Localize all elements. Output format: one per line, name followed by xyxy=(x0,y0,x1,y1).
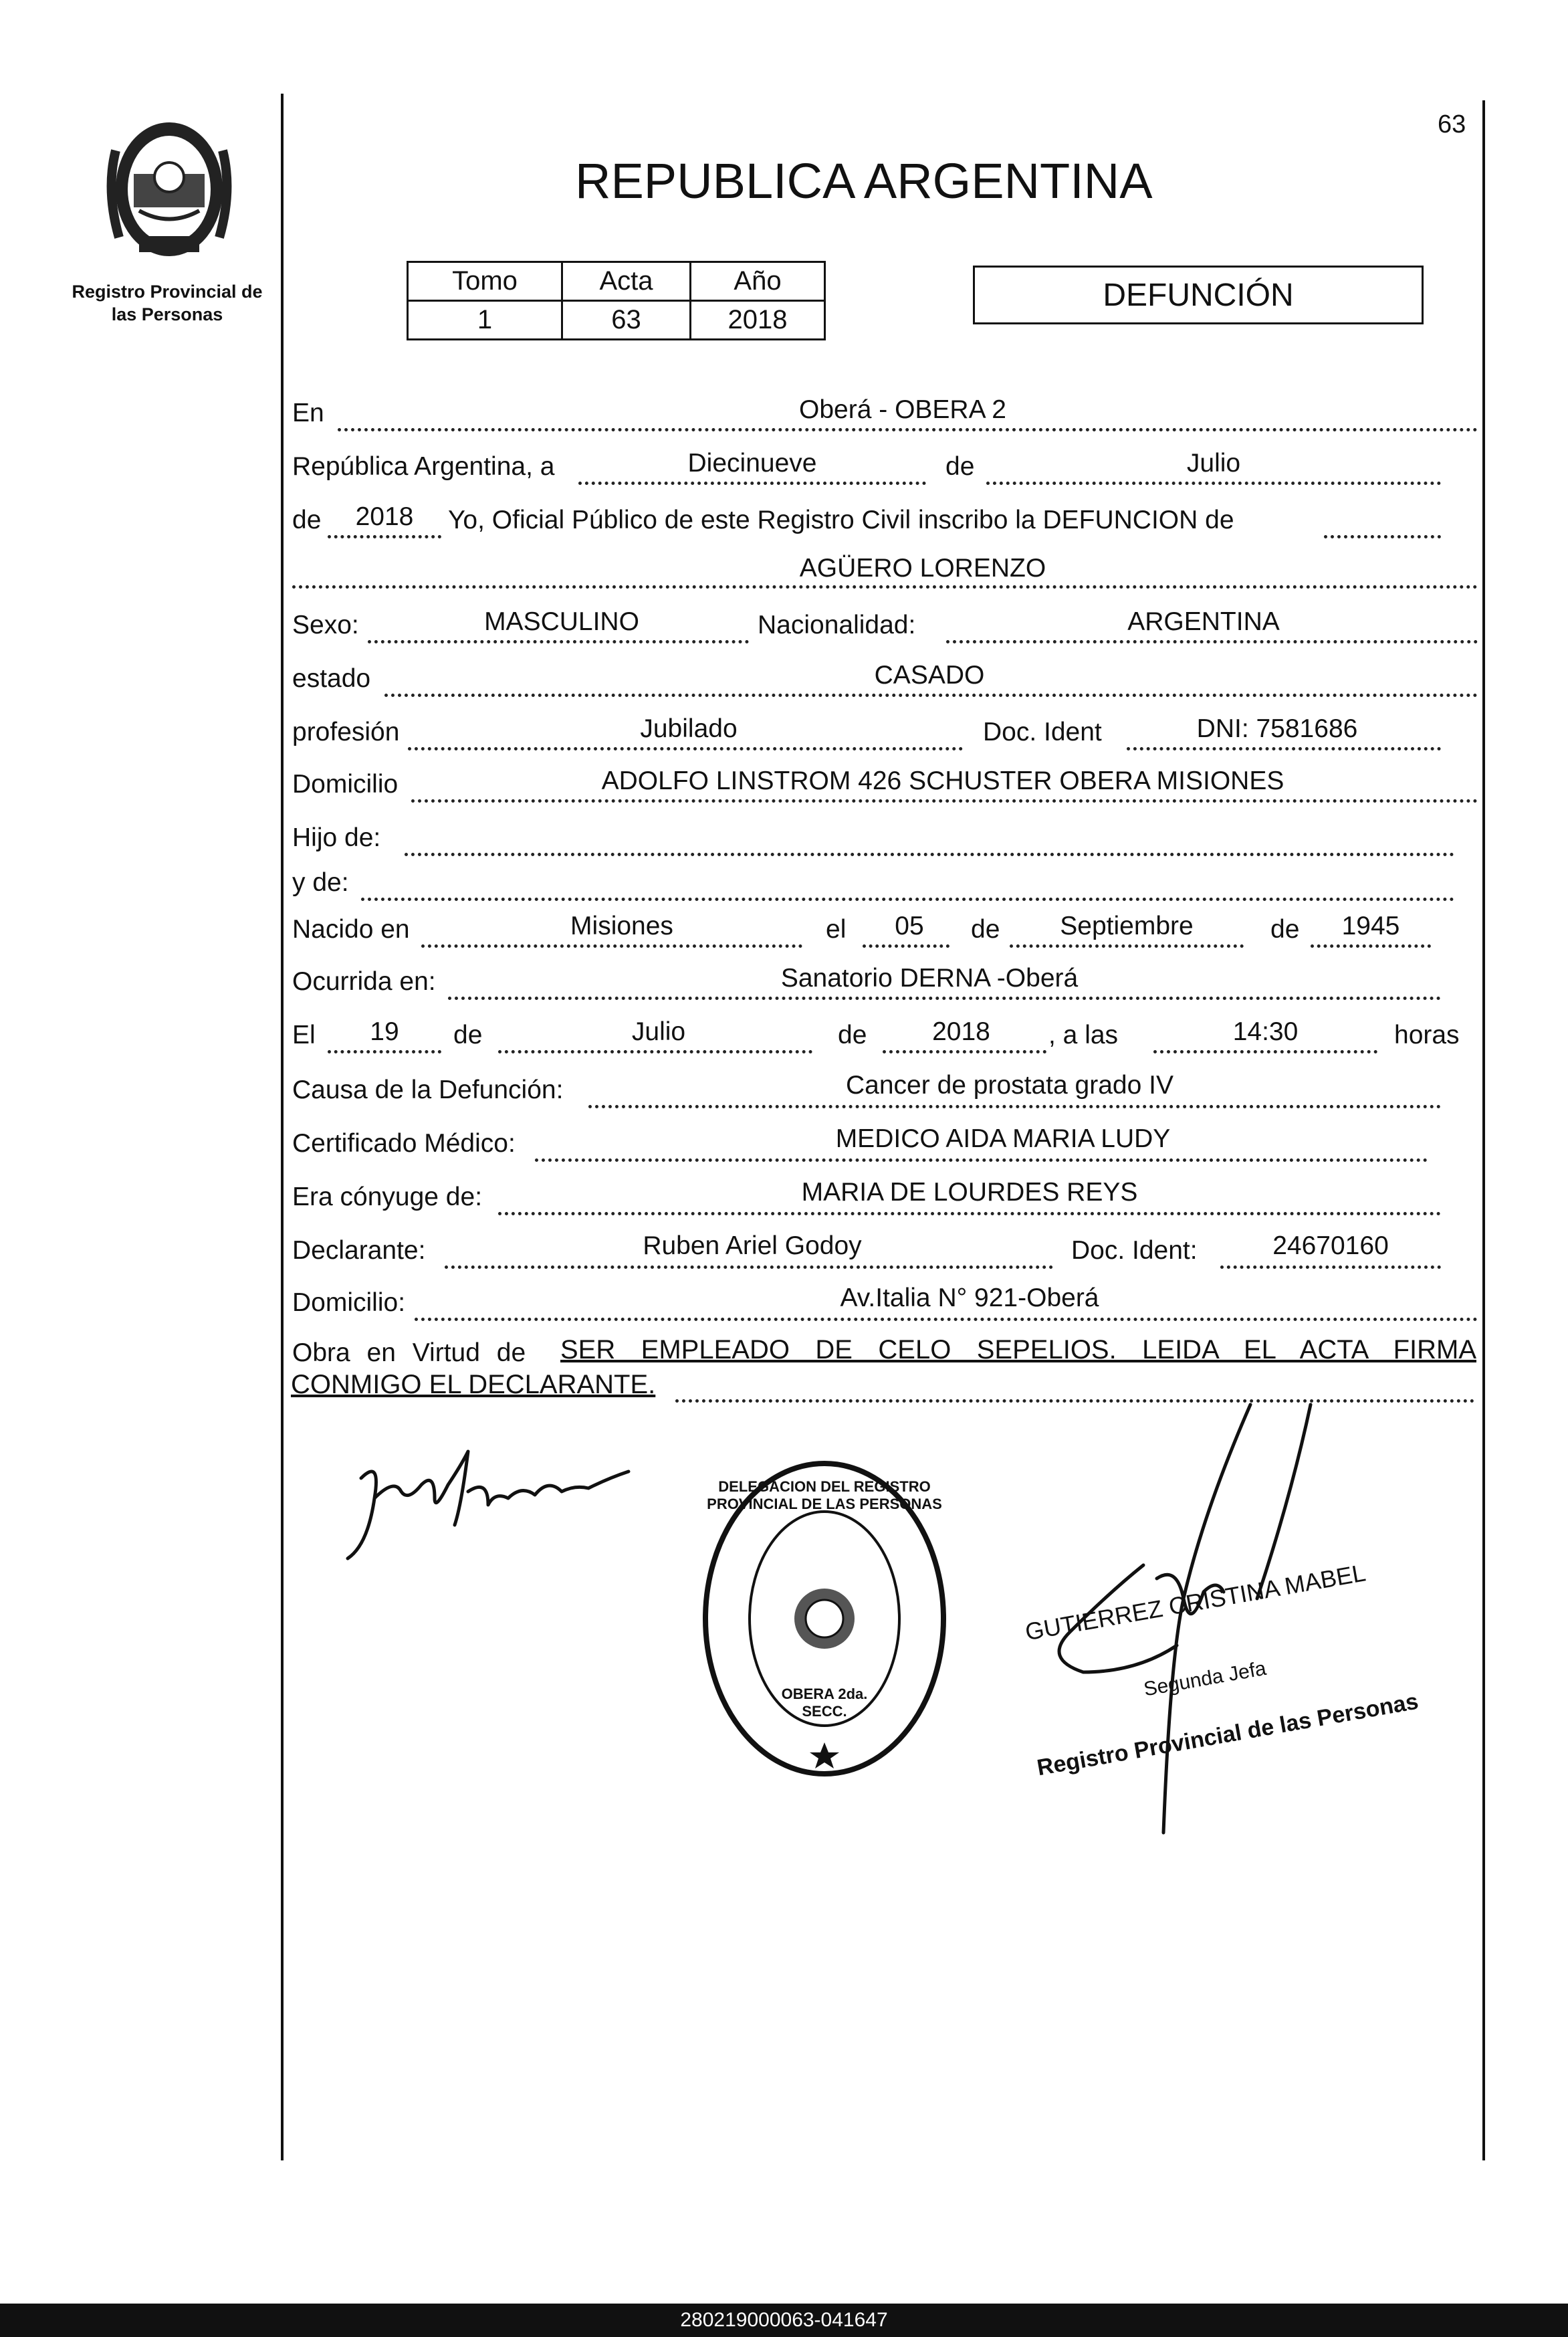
document-code-bar xyxy=(0,2304,1568,2337)
death-month-value: Julio xyxy=(631,1017,686,1046)
label-yo-oficial: Yo, Oficial Público de este Registro Civil inscribo la DEFUNCION de xyxy=(448,506,1234,534)
document-type: DEFUNCIÓN xyxy=(973,266,1424,324)
dots-birth-place xyxy=(421,944,802,948)
dots-nationality xyxy=(946,640,1478,643)
dots-name xyxy=(292,585,1478,589)
label-el-cap: El xyxy=(292,1021,316,1049)
sex-value: MASCULINO xyxy=(484,607,639,636)
birth-month-value: Septiembre xyxy=(1060,912,1194,940)
month-value: Julio xyxy=(1186,449,1241,478)
declarant-address-value: Av.Italia N° 921-Oberá xyxy=(840,1284,1099,1312)
dots-certificate xyxy=(535,1158,1428,1162)
civil-status-value: CASADO xyxy=(874,661,985,690)
ano-value: 2018 xyxy=(691,301,825,340)
label-doc-ident: Doc. Ident xyxy=(983,718,1102,746)
page-number: 63 xyxy=(1438,110,1466,138)
label-domicilio: Domicilio xyxy=(292,770,399,799)
declarant-signature xyxy=(334,1438,669,1572)
label-en: En xyxy=(292,399,324,427)
dots-address xyxy=(411,799,1478,803)
label-obra-en-virtud: Obra en Virtud de xyxy=(292,1338,526,1367)
death-time-value: 14:30 xyxy=(1232,1017,1299,1046)
birth-place-value: Misiones xyxy=(570,912,673,940)
seal-ring-text: DELEGACION DEL REGISTRO PROVINCIAL DE LAS PERSONAS xyxy=(707,1478,942,1513)
ano-header: Año xyxy=(691,262,825,301)
dots-declarant-doc xyxy=(1220,1265,1441,1269)
province-emblem xyxy=(92,110,246,264)
tomo-header: Tomo xyxy=(408,262,562,301)
label-certificado: Certificado Médico: xyxy=(292,1129,516,1158)
label-causa: Causa de la Defunción: xyxy=(292,1076,564,1104)
seal-inner-text: OBERA 2da. SECC. xyxy=(781,1686,868,1720)
official-institution: Registro Provincial de las Personas xyxy=(1035,1688,1421,1781)
dots-place xyxy=(338,428,1478,431)
label-estado: estado xyxy=(292,664,371,693)
label-de-month: de xyxy=(945,452,975,481)
dots-year xyxy=(328,535,441,538)
label-domicilio-declarant: Domicilio: xyxy=(292,1288,406,1317)
label-profesion: profesión xyxy=(292,718,400,746)
dots-cause xyxy=(588,1105,1441,1108)
label-y-de: y de: xyxy=(292,868,349,897)
label-sexo: Sexo: xyxy=(292,611,359,639)
medical-certificate-value: MEDICO AIDA MARIA LUDY xyxy=(835,1124,1171,1153)
label-conyuge: Era cónyuge de: xyxy=(292,1183,483,1211)
dots-father xyxy=(405,853,1454,856)
declarant-doc-value: 24670160 xyxy=(1272,1231,1389,1260)
official-seal xyxy=(701,1458,948,1779)
cause-value: Cancer de prostata grado IV xyxy=(846,1071,1173,1100)
dots-after-de xyxy=(1324,535,1441,538)
dots-day xyxy=(578,482,926,485)
day-text-value: Diecinueve xyxy=(687,449,817,478)
dots-death-time xyxy=(1153,1050,1377,1053)
label-de-death-year: de xyxy=(838,1021,867,1049)
dots-declarant-address xyxy=(415,1318,1478,1321)
dots-death-year xyxy=(883,1050,1046,1053)
address-value: ADOLFO LINSTROM 426 SCHUSTER OBERA MISIONES xyxy=(601,767,1284,795)
label-declarante: Declarante: xyxy=(292,1236,426,1265)
label-nacido-en: Nacido en xyxy=(292,915,410,944)
obra-line-2-value: CONMIGO EL DECLARANTE. xyxy=(291,1370,656,1399)
label-el: el xyxy=(826,915,847,944)
right-margin-line xyxy=(1482,100,1485,2160)
issuer-label: Registro Provincial de las Personas xyxy=(72,282,263,324)
dots-birth-day xyxy=(863,944,949,948)
deceased-name-value: AGÜERO LORENZO xyxy=(799,554,1046,583)
dots-death-place xyxy=(448,997,1441,1000)
document-code: 280219000063-041647 xyxy=(680,2309,888,2331)
label-horas: horas xyxy=(1394,1021,1460,1049)
dots-birth-month xyxy=(1010,944,1244,948)
official-name: GUTIERREZ CRISTINA MABEL xyxy=(1023,1558,1368,1646)
official-position: Segunda Jefa xyxy=(1142,1657,1268,1701)
doc-id-value: DNI: 7581686 xyxy=(1196,714,1358,743)
label-de-year: de xyxy=(292,506,322,534)
label-de-birth-year: de xyxy=(1270,915,1300,944)
tomo-value: 1 xyxy=(408,301,562,340)
nationality-value: ARGENTINA xyxy=(1127,607,1280,636)
acta-value: 63 xyxy=(562,301,691,340)
obra-line-1-value: SER EMPLEADO DE CELO SEPELIOS. LEIDA EL ACTA FIRMA xyxy=(560,1335,1476,1364)
declarant-value: Ruben Ariel Godoy xyxy=(643,1231,862,1260)
dots-sex xyxy=(368,640,749,643)
dots-estado xyxy=(384,694,1478,697)
label-de-birth-month: de xyxy=(971,915,1000,944)
profession-value: Jubilado xyxy=(640,714,738,743)
record-table xyxy=(407,261,826,340)
dots-profession xyxy=(408,747,963,750)
place-value: Oberá - OBERA 2 xyxy=(799,395,1006,424)
death-day-value: 19 xyxy=(370,1017,399,1046)
death-year-value: 2018 xyxy=(932,1017,990,1046)
year-value: 2018 xyxy=(355,502,414,531)
death-place-value: Sanatorio DERNA -Oberá xyxy=(780,964,1079,993)
page-title: REPUBLICA ARGENTINA xyxy=(575,153,1153,209)
label-doc-ident-declarant: Doc. Ident: xyxy=(1071,1236,1198,1265)
left-margin-line xyxy=(281,94,284,2160)
birth-day-value: 05 xyxy=(895,912,924,940)
acta-header: Acta xyxy=(562,262,691,301)
spouse-value: MARIA DE LOURDES REYS xyxy=(801,1178,1138,1207)
label-de-death-month: de xyxy=(453,1021,483,1049)
dots-doc xyxy=(1127,747,1441,750)
label-a-las: , a las xyxy=(1048,1021,1119,1049)
label-nacionalidad: Nacionalidad: xyxy=(758,611,916,639)
label-hijo-de: Hijo de: xyxy=(292,823,381,852)
birth-year-value: 1945 xyxy=(1341,912,1400,940)
dots-death-month xyxy=(498,1050,812,1053)
label-republica: República Argentina, a xyxy=(292,452,555,481)
dots-month xyxy=(986,482,1441,485)
dots-spouse xyxy=(498,1212,1441,1215)
label-ocurrida-en: Ocurrida en: xyxy=(292,967,436,996)
dots-birth-year xyxy=(1311,944,1431,948)
dots-death-day xyxy=(328,1050,441,1053)
dots-declarant xyxy=(445,1265,1053,1269)
dots-mother xyxy=(361,898,1454,901)
